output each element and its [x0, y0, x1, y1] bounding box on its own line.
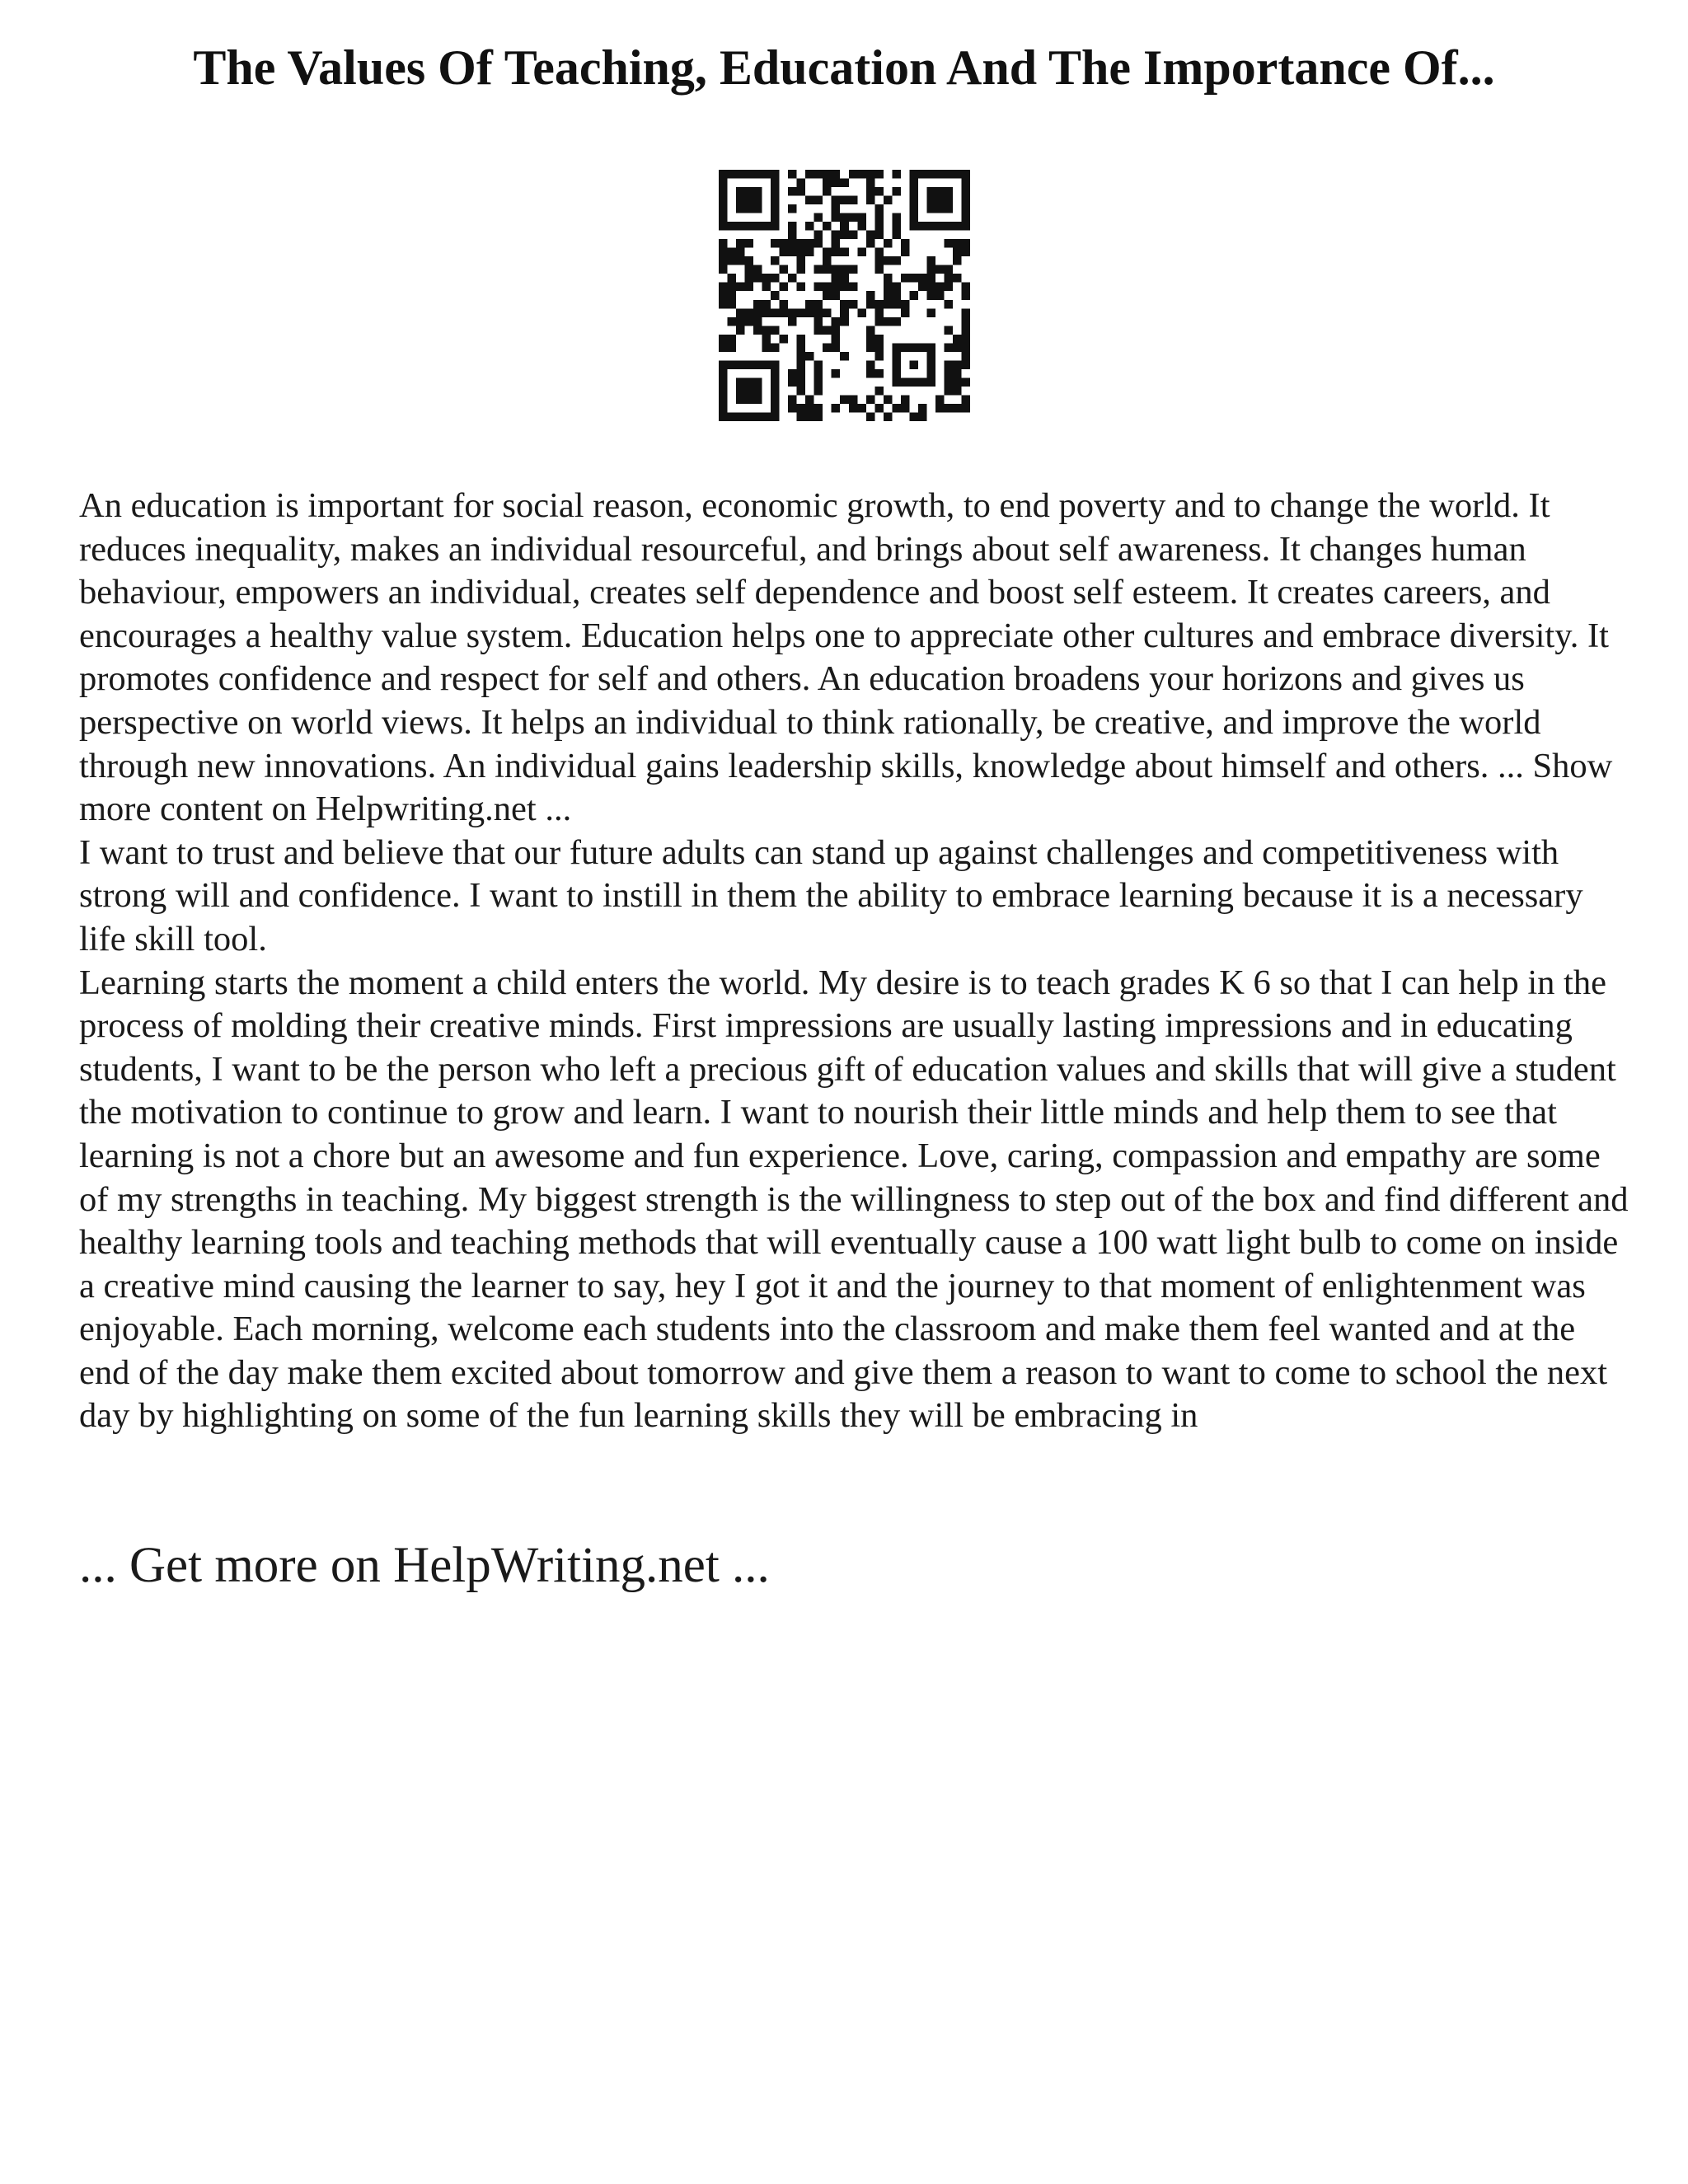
paragraph-2: I want to trust and believe that our future adults can stand up against challenges and competitiveness with strong will and confidence. I want to instill in them the ability to embrace learning because it is a necessary life skill tool.	[79, 832, 1583, 958]
article-body	[79, 485, 1629, 1438]
paragraph-1: An education is important for social reason, economic growth, to end poverty and to change the world. It reduces inequality, makes an individual resourceful, and brings about self awareness. It changes human behaviour, empowers an individual, creates self dependence and boost self esteem. It creates careers, and encourages a healthy value system. Education helps one to appreciate other cultures and embrace diversity. It promotes confidence and respect for self and others. An education broadens your horizons and gives us perspective on world views. It helps an individual to think rationally, be creative, and improve the world through new innovations. An individual gains leadership skills, knowledge about himself and others. ... Show more content on Helpwriting.net ...	[79, 486, 1613, 829]
page-title: The Values Of Teaching, Education And The Importance Of...	[193, 40, 1495, 95]
paragraph-3: Learning starts the moment a child enters the world. My desire is to teach grades K 6 so that I can help in the process of molding their creative minds. First impressions are usually lasting impressions and in educating students, I want to be the person who left a precious gift of education values and skills that will give a student the motivation to continue to grow and learn. I want to nourish their little minds and help them to see that learning is not a chore but an awesome and fun experience. Love, caring, compassion and empathy are some of my strengths in teaching. My biggest strength is the willingness to step out of the box and find different and healthy learning tools and teaching methods that will eventually cause a 100 watt light bulb to come on inside a creative mind causing the learner to say, hey I got it and the journey to that moment of enlightenment was enjoyable. Each morning, welcome each students into the classroom and make them feel wanted and at the end of the day make them excited about tomorrow and give them a reason to want to come to school the next day by highlighting on some of the fun learning skills they will be embracing in	[79, 963, 1629, 1436]
qr-code-icon	[719, 170, 970, 421]
get-more-link[interactable]: ... Get more on HelpWriting.net ...	[79, 1538, 770, 1593]
